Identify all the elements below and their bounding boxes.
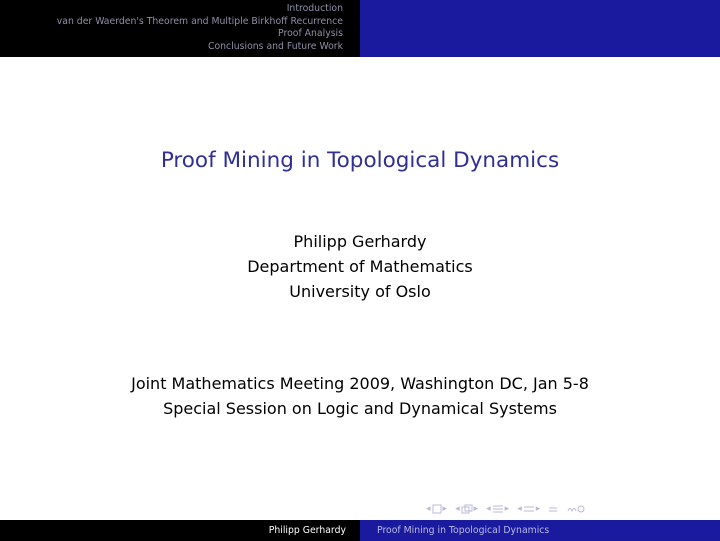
event-session: Special Session on Logic and Dynamical Systems: [163, 399, 557, 418]
footer-author: Philipp Gerhardy: [0, 520, 360, 541]
footer-title: Proof Mining in Topological Dynamics: [360, 520, 720, 541]
align-icon[interactable]: [548, 504, 558, 514]
arrow-right-icon[interactable]: ▸: [442, 504, 448, 514]
section-link-conclusions[interactable]: Conclusions and Future Work: [207, 40, 343, 52]
event-name: Joint Mathematics Meeting 2009, Washington DC, Jan 5-8: [131, 374, 589, 393]
author-department: Department of Mathematics: [247, 257, 473, 276]
beamer-navigation-symbols: [426, 501, 716, 517]
subsection-nav-group: [486, 504, 509, 514]
arrow-right-icon[interactable]: ▸: [535, 504, 541, 514]
subsection-icon[interactable]: [492, 504, 504, 514]
arrow-left-icon[interactable]: ◂: [426, 504, 431, 514]
author-block: [0, 229, 720, 304]
section-link-proof-analysis[interactable]: Proof Analysis: [278, 28, 343, 40]
footline-bar: [0, 520, 720, 541]
author-name: Philipp Gerhardy: [293, 232, 427, 251]
section-nav-group: [517, 504, 540, 514]
arrow-left-icon[interactable]: ◂: [517, 504, 522, 514]
frame-nav-group: [455, 504, 478, 514]
arrow-left-icon[interactable]: ◂: [455, 504, 460, 514]
presentation-title: Proof Mining in Topological Dynamics: [160, 148, 560, 173]
arrow-left-icon[interactable]: ◂: [486, 504, 491, 514]
section-link-introduction[interactable]: Introduction: [286, 3, 343, 14]
frame-icon[interactable]: [461, 504, 473, 514]
search-icon[interactable]: [566, 504, 586, 514]
slide-icon[interactable]: [432, 504, 442, 514]
section-icon[interactable]: [523, 504, 535, 514]
arrow-right-icon[interactable]: ▸: [504, 504, 510, 514]
arrow-right-icon[interactable]: ▸: [473, 504, 479, 514]
event-block: [0, 371, 720, 421]
author-institution: University of Oslo: [289, 282, 431, 301]
section-link-van-der-waerden[interactable]: van der Waerden's Theorem and Multiple Birkhoff Recurrence: [56, 15, 343, 27]
slide-nav-group: [426, 504, 447, 514]
